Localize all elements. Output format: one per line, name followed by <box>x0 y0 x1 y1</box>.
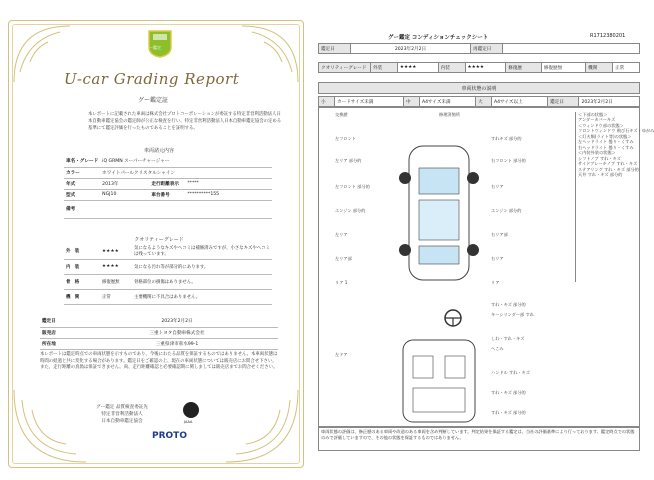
table-row <box>319 63 640 73</box>
note-line: 天井 すれ・キズ 部分的 <box>578 171 623 177</box>
diagram-label: 左リア部 <box>335 256 352 261</box>
name-value: iQ GRMN スーパーチャージャー <box>100 156 272 167</box>
year-label: 年式 <box>64 178 100 189</box>
car-interior-view-icon <box>391 336 487 426</box>
vehicle-section-title: 車両諸元内容 <box>143 148 174 154</box>
certificate <box>0 0 312 480</box>
quality-table <box>64 244 272 305</box>
diagram-label: 左リア <box>335 232 348 237</box>
engine-label: 機関 <box>586 63 613 73</box>
mileage-label: 走行距離表示 <box>149 178 185 189</box>
jaaa-logo-icon <box>183 402 199 418</box>
diagram-label: リア <box>491 280 500 285</box>
state-section-title: 車両状態の説明 <box>318 82 640 94</box>
note-line: ＜ウィンドウ部の状態＞ <box>578 122 624 128</box>
footer-line: 日本自動車鑑定協会 <box>101 418 143 424</box>
logo-text: グー鑑定 <box>145 45 161 50</box>
location-label: 所在地 <box>40 338 76 349</box>
interior-desc: 気になる汚れ等が部分的にあります。 <box>132 259 272 274</box>
note-line: ＜下部の状態＞ <box>578 112 608 117</box>
color-label: カラー <box>64 167 100 178</box>
appraisal-date-label: 鑑定日 <box>40 316 76 327</box>
frame-desc: 骨格部位の損傷はありません。 <box>132 274 272 289</box>
interior-stars: ★★★★ <box>100 259 132 274</box>
size-medium-label: 中 <box>403 97 419 107</box>
sheet-grade-table <box>318 62 640 73</box>
remark-label: 備考 <box>64 200 100 218</box>
table-row <box>319 97 640 107</box>
sheet-number: R1712380201 <box>590 33 626 39</box>
footer-line: 特定非営利活動法人 <box>101 411 143 417</box>
name-label: 車名・グレード <box>64 156 100 167</box>
frame-label: 骨 格 <box>64 274 100 289</box>
sheet-date-table <box>318 43 640 54</box>
exterior-stars: ★★★★ <box>397 63 438 73</box>
legend-right-label: 鑑定日 <box>548 97 579 107</box>
size-small-desc: カードサイズ未満 <box>335 97 404 107</box>
dealer-table <box>40 316 278 350</box>
diagram-label: 左ドア <box>335 352 348 357</box>
appraisal-date-value: 2023年2月2日 <box>351 44 471 54</box>
quality-section-title: クオリティーグレード <box>134 237 184 243</box>
table-row <box>40 327 278 338</box>
goo-appraisal-logo-icon <box>146 28 174 58</box>
table-row <box>64 189 272 200</box>
table-row <box>64 156 272 167</box>
table-row <box>64 244 272 259</box>
frame-rating: 修復歴無 <box>100 274 132 289</box>
mileage-value: ***** <box>185 178 272 189</box>
diagram-label: 左フロント <box>335 136 356 141</box>
note-line: 右ヘッドライト 曇り・くすみ <box>578 144 634 150</box>
note-line: ＜灯火類(ライト等)の状態＞ <box>578 133 632 139</box>
ornament-bottom-right-icon <box>222 380 302 466</box>
sheet-header-title: グー鑑定 コンディションチェックシート <box>388 35 489 41</box>
table-row <box>40 338 278 349</box>
steering-wheel-icon <box>443 308 463 328</box>
quality-label: クオリティーグレード <box>319 63 371 73</box>
engine-desc: 主要機関に不具合はありません。 <box>132 289 272 304</box>
diagram-label: すれ・キズ 部分的 <box>491 410 526 415</box>
diagram-label: へこみ <box>491 346 504 351</box>
report-title: U-car Grading Report <box>64 70 240 88</box>
diagram-label: 左フロント 部分的 <box>335 184 370 189</box>
model-value: NGJ10 <box>100 189 149 200</box>
interior-stars: ★★★★ <box>465 63 506 73</box>
diagram-label: 左リア 部分的 <box>335 158 362 163</box>
repair-value: 修復歴無 <box>541 63 585 73</box>
note-line: ステアリング すれ・キズ 部分的 <box>578 166 639 172</box>
disclaimer: 本レポートは鑑定時点での車両状態を示すものであり、今後にわたる品質を保証するものではありません。本車両状態は時間の経過と共に変化する場合があります。鑑定日をご確認の上、現在の車両状態については販売店にお問合せ下さい。また、走行距離の真偽は保証できません。尚、走行距離確認と必要確認期に関しましては販売店までお問合せください。 <box>40 352 278 371</box>
diagram-label: ハンドル すれ・キズ <box>491 370 530 375</box>
engine-value: 正常 <box>613 63 640 73</box>
exterior-stars: ★★★★ <box>100 244 132 259</box>
intro-paragraph: 本レポートに記載された車両は株式会社プロトコーポレーションが委託する特定非営利活動法人日本自動車鑑定協会の鑑定師が公正な検査を行い、特定非営利活動法人日本自動車鑑定協会の定める基準にて鑑定評価を行ったものであることを証明する。 <box>88 112 282 131</box>
table-row <box>64 167 272 178</box>
size-medium-desc: A4サイズ未満 <box>419 97 475 107</box>
diagram-label: キーシリンダー部 すれ <box>491 312 534 317</box>
chassis-value: **********155 <box>185 189 272 200</box>
table-row <box>64 274 272 289</box>
appraisal-date-label: 鑑定日 <box>319 44 351 54</box>
table-row <box>64 289 272 304</box>
note-line: アンダーカバーキズ <box>578 117 616 123</box>
ornament-top-right-icon <box>232 22 302 92</box>
dealer-value: 三重トヨタ自動車株式会社 <box>76 327 278 338</box>
chassis-label: 車台番号 <box>149 189 185 200</box>
proto-brand: PROTO <box>152 431 187 441</box>
diagram-label: 右リア <box>491 256 504 261</box>
legend-right-value: 2023年2月2日 <box>579 97 640 107</box>
diagram-label: 右フロント 部分的 <box>491 158 526 163</box>
exterior-desc: 気になるようなキズやヘコミは補修済みですが、小さなキズやヘコミは残っています。 <box>132 244 272 259</box>
size-large-desc: A4サイズ以上 <box>492 97 548 107</box>
diagram-label: 右リア <box>491 184 504 189</box>
diagram-label: エンジン 部分的 <box>335 208 366 213</box>
table-row <box>64 259 272 274</box>
reappraisal-label: 再鑑定日 <box>471 44 503 54</box>
exterior-label: 外 装 <box>64 244 100 259</box>
vehicle-diagram <box>318 107 654 427</box>
note-line: ＜内装外装の状態＞ <box>578 150 616 156</box>
reappraisal-value <box>503 44 640 54</box>
engine-rating: 正常 <box>100 289 132 304</box>
exterior-label: 外装 <box>371 63 398 73</box>
inside-notes <box>575 112 654 282</box>
footer-association <box>96 405 148 426</box>
jaaa-label: JAAA <box>184 420 193 424</box>
table-row <box>64 200 272 218</box>
table-row <box>40 316 278 327</box>
year-value: 2013年 <box>100 178 149 189</box>
remark-value <box>100 200 272 218</box>
footer-line: グー鑑定 品質検査委託先 <box>96 405 148 410</box>
interior-label: 内 装 <box>64 259 100 274</box>
note-line: 左ヘッドライト 曇り・くすみ <box>578 139 634 145</box>
diagram-label: すれ・キズ 部分的 <box>491 390 526 395</box>
size-small-label: 小 <box>319 97 335 107</box>
engine-label: 機 関 <box>64 289 100 304</box>
model-label: 型式 <box>64 189 100 200</box>
diagram-label: リア 1 <box>335 280 348 285</box>
size-large-label: 大 <box>476 97 492 107</box>
dealer-label: 販売店 <box>40 327 76 338</box>
color-value: ホワイトパールクリスタルシャイン <box>100 167 272 178</box>
report-subtitle: グー鑑定証 <box>138 97 169 104</box>
sheet-footer-note: 車両状態の評価は、修正歴のある車両や改造のある車両を含め判断しています。判定結果を保証する鑑定は、当社の評価基準により行っております。鑑定時点での状態のみで評価していますので、その他の状態を保証するものではありません。 <box>318 427 640 451</box>
diagram-label: エンジン 部分的 <box>491 208 522 213</box>
diagram-label: すれキズ 部分的 <box>491 136 522 141</box>
appraisal-date-value: 2023年2月2日 <box>76 316 278 327</box>
repair-label: 修復歴 <box>506 63 542 73</box>
diagram-label: 修理済箇所 <box>439 112 460 117</box>
size-legend-table <box>318 96 640 107</box>
diagram-label: 交換歴 <box>335 112 348 117</box>
note-line: シフトノブ すれ・キズ <box>578 155 621 161</box>
table-row <box>319 44 640 54</box>
location-value: 三重県津市垂水99-1 <box>76 338 278 349</box>
diagram-label: すれ・キズ 部分的 <box>491 302 526 307</box>
ornament-bottom-left-icon <box>10 380 90 466</box>
table-row <box>64 178 272 189</box>
diagram-label: しわ・すれ・キズ <box>491 336 525 341</box>
interior-label: 内装 <box>438 63 465 73</box>
diagram-label: 右リア部 <box>491 232 508 237</box>
car-top-view-icon <box>389 138 489 288</box>
vehicle-table <box>64 156 272 219</box>
note-line: サイドブレーキノブ すれ・キズ <box>578 161 638 167</box>
note-line: フロントウィンドウ 飛び石キズ・ゆがみ <box>578 128 654 134</box>
